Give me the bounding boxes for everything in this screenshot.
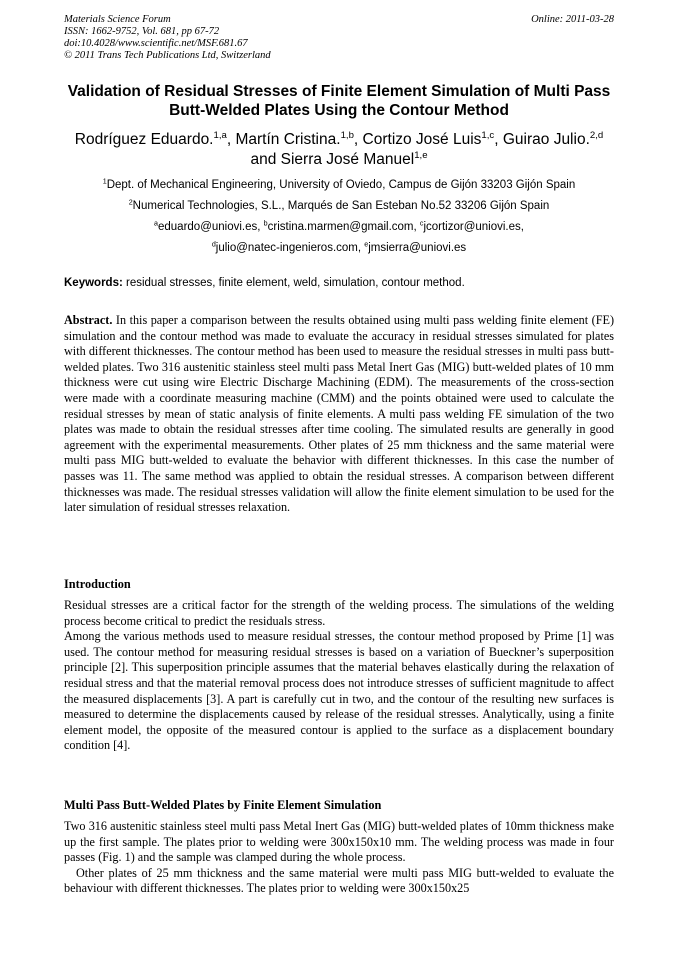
doi: doi:10.4028/www.scientific.net/MSF.681.67 <box>64 38 248 49</box>
author-list <box>40 130 638 170</box>
journal-header <box>64 14 614 62</box>
author: and Sierra José Manuel$^{1,e}$ <box>250 150 428 168</box>
affiliation: $^2$Numerical Technologies, S.L., Marqués de San Esteban No.52 33206 Gijón Spain <box>128 198 550 212</box>
introduction-body <box>64 598 614 754</box>
email-line <box>40 217 638 238</box>
paragraph: Two 316 austenitic stainless steel multi pass Metal Inert Gas (MIG) butt-welded plates of 10mm thickness make up the first sample. The plates prior to welding were 300x150x10 mm. The welding process was made in four passes (Fig. 1) and the sample was clamped during the whole process. <box>64 819 614 865</box>
issn: ISSN: 1662-9752, Vol. 681, pp 67-72 <box>64 26 220 37</box>
fe-simulation-body <box>64 819 614 897</box>
keywords <box>64 277 624 289</box>
online-date: Online: 2011-03-28 <box>531 14 614 25</box>
copyright: © 2011 Trans Tech Publications Ltd, Switzerland <box>64 50 271 61</box>
affiliation: $^1$Dept. of Mechanical Engineering, University of Oviedo, Campus de Gijón 33203 Gijón Spain <box>102 177 576 191</box>
email-line <box>40 238 638 259</box>
author: Guirao Julio.$^{2,d}$ <box>502 130 604 148</box>
section-heading-fe-simulation: Multi Pass Butt-Welded Plates by Finite Element Simulation <box>64 798 382 812</box>
abstract-label: Abstract. <box>64 313 113 327</box>
abstract-text: In this paper a comparison between the results obtained using multi pass welding finite element (FE) simulation and the contour method was made to evaluate the accuracy in residual stresses simulated for plates with different thicknesses. The contour method has been used to measure the residual stresses in multi pass butt-welded plates. Two 316 austenitic stainless steel multi pass Metal Inert Gas (MIG) butt-welded plates of 10 mm thickness were cut using wire Electric Discharge Machining (EDM). The measurements of the cross-section were made with a coordinate measuring machine (CMM) and the points obtained were used to calculate the residual stresses by mean of static analysis of finite elements. A multi pass welding FE simulation of the two plates was made to obtain the residual stresses after time cooling. The simulated results are generally in good agreement with the experimental measurements. Other plates of 25 mm thickness and the same material were multi pass MIG butt-welded to evaluate the behavior with different thicknesses. In this case the number of passes was 11. The same method was applied to obtain the residual stresses. A comparison between different thicknesses was made. The residual stresses validation will allow the finite element simulation to be used for the later simulation of residual stresses relaxation. <box>64 313 614 515</box>
paragraph: Other plates of 25 mm thickness and the same material were multi pass MIG butt-welded to evaluate the behaviour with different thicknesses. The plates prior to welding were 300x150x25 <box>64 865 614 896</box>
affiliations <box>40 175 638 259</box>
keywords-text: residual stresses, finite element, weld, simulation, contour method. <box>122 277 465 289</box>
author: Cortizo José Luis$^{1,c}$, <box>362 130 503 148</box>
email[interactable]: $^c$jcortizor@uniovi.es, <box>419 219 524 233</box>
journal-name: Materials Science Forum <box>64 14 171 25</box>
abstract <box>64 313 614 516</box>
section-heading-introduction: Introduction <box>64 577 131 591</box>
paper-title: Validation of Residual Stresses of Finite Element Simulation of Multi Pass Butt-Welded Plates Using the Contour Method <box>67 83 611 119</box>
keywords-label: Keywords: <box>64 277 123 289</box>
email[interactable]: $^b$cristina.marmen@gmail.com, <box>263 219 420 233</box>
author: Rodríguez Eduardo.$^{1,a}$, <box>74 130 236 148</box>
author: Martín Cristina.$^{1,b}$, <box>235 130 363 148</box>
paragraph: Among the various methods used to measure residual stresses, the contour method proposed by Prime [1] was used. The contour method for measuring residual stresses is based on a variation of Bueckner’s superposition principle [2]. This superposition principle assumes that the material behaves elastically during the relaxation of residual stress and that the material removal process does not introduce stresses of sufficient magnitude to affect the measured displacements [3]. A part is carefully cut in two, and the contour of the resulting new surfaces is measured to determine the displacements caused by release of the residual stresses. Analytically, using a finite element model, the opposite of the measured contour is applied to the surface as a displacement boundary condition [4]. <box>64 629 614 753</box>
email[interactable]: $^a$eduardo@uniovi.es, <box>154 219 264 233</box>
paragraph: Residual stresses are a critical factor for the strength of the welding process. The simulations of the welding process become critical to predict the residuals stress. <box>64 598 614 628</box>
email[interactable]: $^e$jmsierra@uniovi.es <box>364 240 467 254</box>
email[interactable]: $^d$julio@natec-ingenieros.com, <box>211 240 365 254</box>
